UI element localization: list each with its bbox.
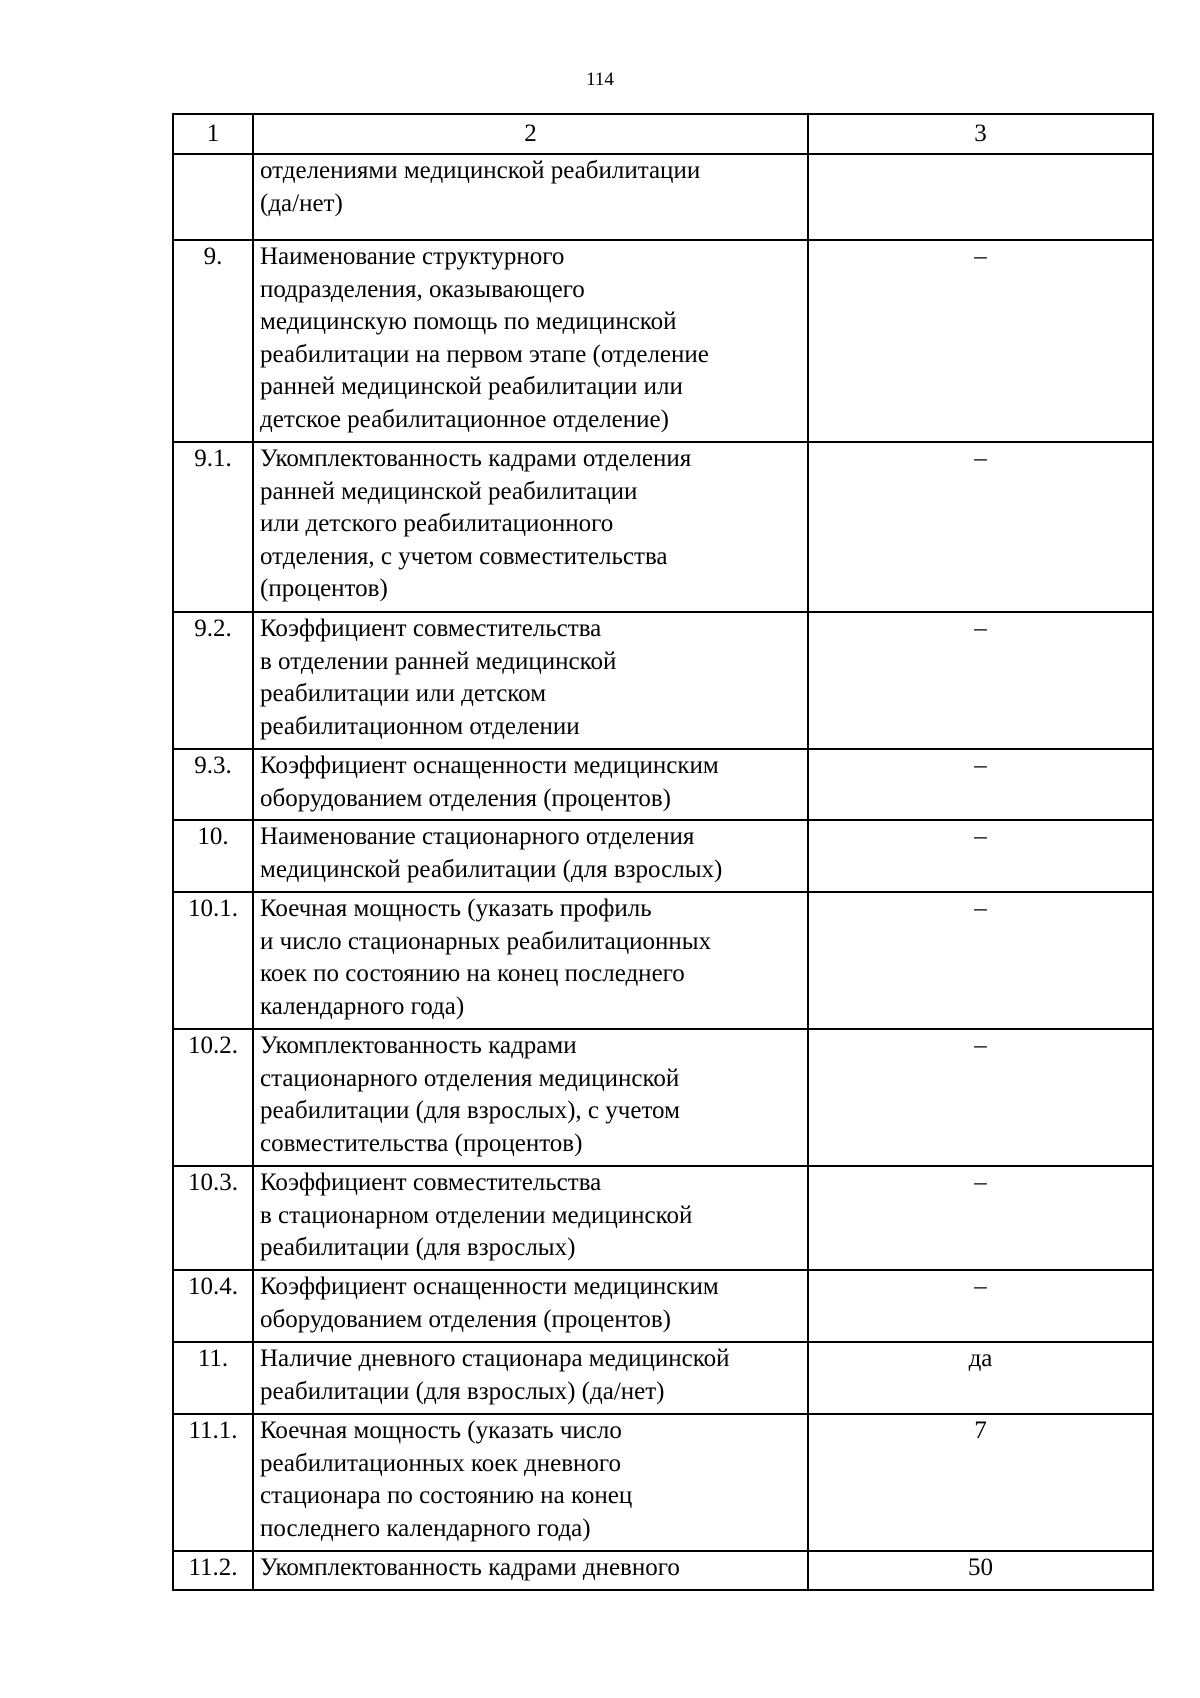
row-value: – <box>808 1166 1153 1270</box>
table-row <box>173 749 1153 820</box>
row-indicator: Коечная мощность (указать число реабилитационных коек дневного стационара по состоянию на конец последнего календарного года) <box>253 1414 808 1551</box>
table-row <box>173 1166 1153 1270</box>
row-number: 11. <box>173 1342 253 1414</box>
row-number: 11.2. <box>173 1551 253 1590</box>
row-value: 50 <box>808 1551 1153 1590</box>
row-indicator: отделениями медицинской реабилитации (да/нет) <box>253 154 808 240</box>
table-row <box>173 1270 1153 1342</box>
table-row <box>173 240 1153 442</box>
row-number: 9.3. <box>173 749 253 820</box>
table-row <box>173 612 1153 749</box>
table-row <box>173 1029 1153 1166</box>
page-number: 114 <box>586 69 614 90</box>
row-indicator: Укомплектованность кадрами отделения ранней медицинской реабилитации или детского реабилитационного отделения, с учетом совместительства (процентов) <box>253 442 808 612</box>
row-value: – <box>808 749 1153 820</box>
row-indicator: Наличие дневного стационара медицинской реабилитации (для взрослых) (да/нет) <box>253 1342 808 1414</box>
row-number: 10. <box>173 820 253 892</box>
table-row <box>173 1551 1153 1590</box>
row-value: – <box>808 892 1153 1029</box>
row-value: да <box>808 1342 1153 1414</box>
row-indicator: Наименование стационарного отделения медицинской реабилитации (для взрослых) <box>253 820 808 892</box>
row-number: 10.2. <box>173 1029 253 1166</box>
table-row <box>173 442 1153 612</box>
row-number: 11.1. <box>173 1414 253 1551</box>
row-value: – <box>808 240 1153 442</box>
indicators-table <box>172 113 1154 1591</box>
row-value: 7 <box>808 1414 1153 1551</box>
row-indicator: Коечная мощность (указать профиль и число стационарных реабилитационных коек по состоянию на конец последнего календарного года) <box>253 892 808 1029</box>
row-value: – <box>808 612 1153 749</box>
table-row <box>173 820 1153 892</box>
row-value: – <box>808 1029 1153 1166</box>
row-value: – <box>808 820 1153 892</box>
column-value-header: 3 <box>808 114 1153 154</box>
row-indicator: Коэффициент совместительства в стационарном отделении медицинской реабилитации (для взрослых) <box>253 1166 808 1270</box>
row-number: 9.2. <box>173 612 253 749</box>
row-number: 9. <box>173 240 253 442</box>
row-indicator: Укомплектованность кадрами стационарного отделения медицинской реабилитации (для взрослых), с учетом совместительства (процентов) <box>253 1029 808 1166</box>
row-number: 10.4. <box>173 1270 253 1342</box>
row-value: – <box>808 1270 1153 1342</box>
row-value <box>808 154 1153 240</box>
row-indicator: Укомплектованность кадрами дневного <box>253 1551 808 1590</box>
row-number: 10.3. <box>173 1166 253 1270</box>
table-row <box>173 1342 1153 1414</box>
row-indicator: Наименование структурного подразделения, оказывающего медицинскую помощь по медицинской реабилитации на первом этапе (отделение ранней медицинской реабилитации или детское реабилитационное отделение) <box>253 240 808 442</box>
row-number: 9.1. <box>173 442 253 612</box>
column-number-header: 1 <box>173 114 253 154</box>
table-row <box>173 1414 1153 1551</box>
row-indicator: Коэффициент оснащенности медицинским оборудованием отделения (процентов) <box>253 749 808 820</box>
row-number: 10.1. <box>173 892 253 1029</box>
table-header-row <box>173 114 1153 154</box>
row-indicator: Коэффициент оснащенности медицинским оборудованием отделения (процентов) <box>253 1270 808 1342</box>
table-row <box>173 892 1153 1029</box>
row-number <box>173 154 253 240</box>
row-value: – <box>808 442 1153 612</box>
table-row <box>173 154 1153 240</box>
column-indicator-header: 2 <box>253 114 808 154</box>
row-indicator: Коэффициент совместительства в отделении ранней медицинской реабилитации или детском реабилитационном отделении <box>253 612 808 749</box>
